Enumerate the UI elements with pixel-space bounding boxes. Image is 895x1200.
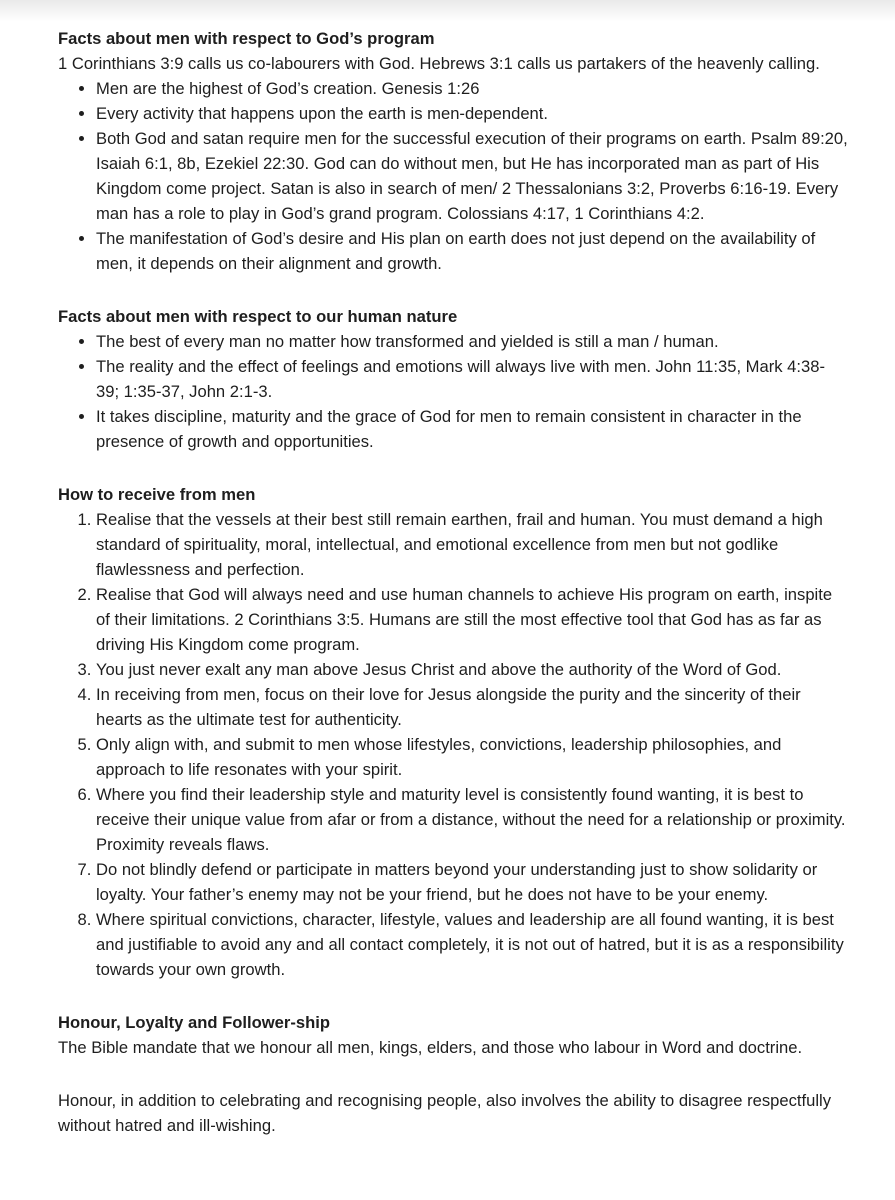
list-item: • The best of every man no matter how transformed and yielded is still a man / human. xyxy=(96,329,848,354)
section-heading-human-nature: Facts about men with respect to our human nature xyxy=(58,307,458,326)
spacer xyxy=(58,982,848,1010)
list-item: 5. Only align with, and submit to men whose lifestyles, convictions, leadership philosophies, and approach to life resonates with your spirit. xyxy=(96,732,848,782)
list-item: 6. Where you find their leadership style and maturity level is consistently found wanting, it is best to receive their unique value from afar or from a distance, without the need for a relationship or proximity. Proximity reveals flaws. xyxy=(96,782,848,857)
list-item: • The manifestation of God’s desire and His plan on earth does not just depend on the availability of men, it depends on their alignment and growth. xyxy=(96,226,848,276)
spacer xyxy=(58,1060,848,1088)
list-item: 1. Realise that the vessels at their best still remain earthen, frail and human. You must demand a high standard of spirituality, moral, intellectual, and emotional excellence from men but not godlike flawlessness and perfection. xyxy=(96,507,848,582)
section-heading-gods-program: Facts about men with respect to God’s program xyxy=(58,29,435,48)
list-item: • The reality and the effect of feelings and emotions will always live with men. John 11:35, Mark 4:38-39; 1:35-37, John 2:1-3. xyxy=(96,354,848,404)
list-item: • It takes discipline, maturity and the grace of God for men to remain consistent in character in the presence of growth and opportunities. xyxy=(96,404,848,454)
paragraph: The Bible mandate that we honour all men, kings, elders, and those who labour in Word and doctrine. xyxy=(58,1038,803,1057)
top-edge-shadow xyxy=(0,0,895,22)
section-intro: 1 Corinthians 3:9 calls us co-labourers with God. Hebrews 3:1 calls us partakers of the heavenly calling. xyxy=(58,54,820,73)
list-item: 8. Where spiritual convictions, character, lifestyle, values and leadership are all found wanting, it is best and justifiable to avoid any and all contact completely, it is not out of hatred, but it is as a responsibility towards your own growth. xyxy=(96,907,848,982)
list-item: • Every activity that happens upon the earth is men-dependent. xyxy=(96,101,848,126)
section-heading-receive-from-men: How to receive from men xyxy=(58,485,256,504)
spacer xyxy=(58,276,848,304)
list-item: • Men are the highest of God’s creation. Genesis 1:26 xyxy=(96,76,848,101)
list-item: 7. Do not blindly defend or participate in matters beyond your understanding just to show solidarity or loyalty. Your father’s enemy may not be your friend, but he does not have to be your enemy. xyxy=(96,857,848,907)
bullet-list-gods-program xyxy=(58,76,848,276)
list-item: 3. You just never exalt any man above Jesus Christ and above the authority of the Word of God. xyxy=(96,657,848,682)
numbered-list-receive-from-men xyxy=(58,507,848,982)
bullet-list-human-nature xyxy=(58,329,848,454)
list-item: 4. In receiving from men, focus on their love for Jesus alongside the purity and the sincerity of their hearts as the ultimate test for authenticity. xyxy=(96,682,848,732)
list-item: 2. Realise that God will always need and use human channels to achieve His program on earth, inspite of their limitations. 2 Corinthians 3:5. Humans are still the most effective tool that God has as far as driving His Kingdom come program. xyxy=(96,582,848,657)
paragraph: Honour, in addition to celebrating and recognising people, also involves the ability to disagree respectfully without hatred and ill-wishing. xyxy=(58,1091,832,1135)
document-body xyxy=(58,26,848,1138)
list-item: • Both God and satan require men for the successful execution of their programs on earth. Psalm 89:20, Isaiah 6:1, 8b, Ezekiel 22:30. God can do without men, but He has incorporated man as part of His Kingdom come project. Satan is also in search of men/ 2 Thessalonians 3:2, Proverbs 6:16-19. Every man has a role to play in God’s grand program. Colossians 4:17, 1 Corinthians 4:2. xyxy=(96,126,848,226)
section-heading-honour-loyalty: Honour, Loyalty and Follower-ship xyxy=(58,1013,330,1032)
spacer xyxy=(58,454,848,482)
